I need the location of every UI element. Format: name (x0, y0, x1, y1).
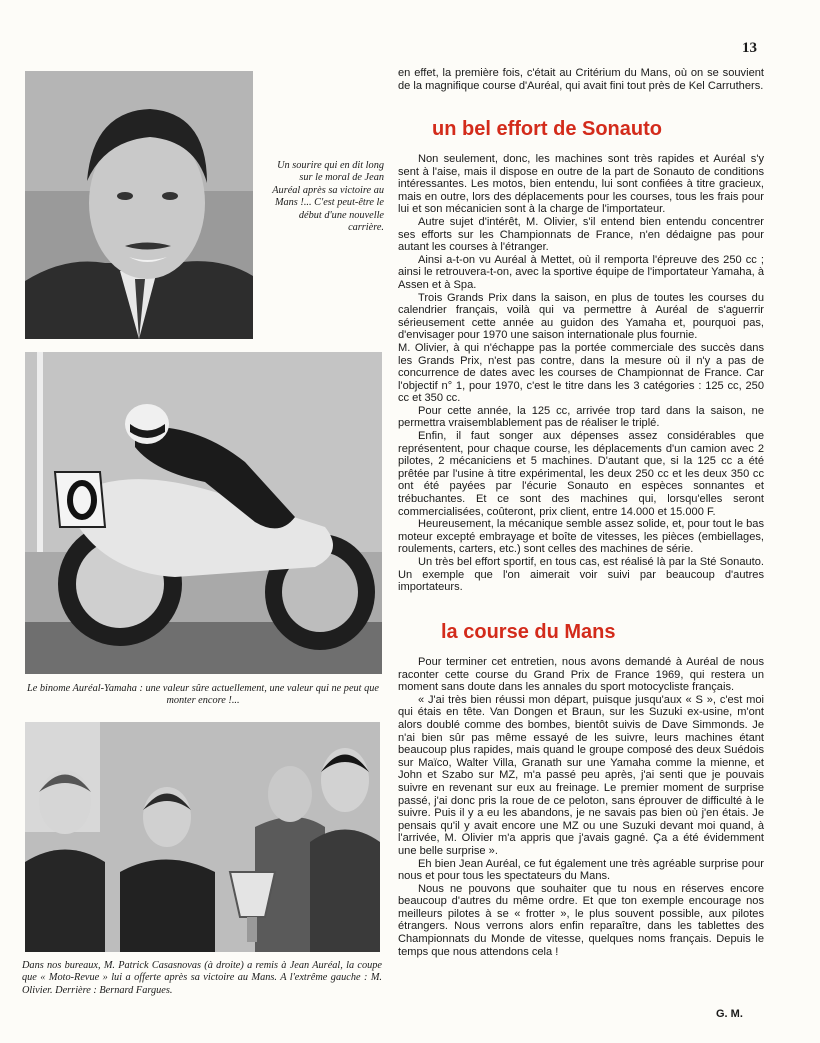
section-body-mans (398, 656, 764, 958)
paragraph: Pour terminer cet entretien, nous avons demandé à Auréal de nous raconter cette course du Grand Prix de France 1969, qui restera un moment sans doute dans les annales du sport motocycliste français. (398, 656, 764, 694)
portrait-photo (25, 71, 253, 339)
paragraph: Enfin, il faut songer aux dépenses assez considérables que représentent, pour chaque course, les déplacements d'un camion avec 2 pilotes, 2 mécaniciens et 5 machines. D'autant que, si la 125 cc a été prêtée par l'usine à titre expérimental, les deux 250 cc et les deux 350 cc ont été payées par l'écurie Sonauto en espèces sonnantes et trébuchantes. Et ce sont des machines qui, lorsqu'elles seront commercialisées, coûteront, prix client, entre 14.000 et 15.000 F. (398, 430, 764, 518)
paragraph: Ainsi a-t-on vu Auréal à Mettet, où il remporta l'épreuve des 250 cc ; ainsi le retrouvera-t-on, avec la sportive équipe de l'importateur Yamaha, à Assen et à Spa. (398, 253, 764, 291)
section-heading-mans: la course du Mans (441, 621, 616, 643)
paragraph: Autre sujet d'intérêt, M. Olivier, s'il entend bien entendu concentrer ses efforts sur les Championnats de France, n'en dédaigne pas pour autant les courses à l'étranger. (398, 215, 764, 254)
portrait-caption: Un sourire qui en dit long sur le moral de Jean Auréal après sa victoire au Mans !... C'est peut-être le début d'une nouvelle carrière. (272, 160, 384, 234)
page-number: 13 (742, 40, 757, 56)
intro-paragraph (398, 67, 764, 92)
race-photo (25, 352, 382, 674)
paragraph: Pour cette année, la 125 cc, arrivée trop tard dans la saison, ne permettra vraisemblablement pas de réaliser le triplé. (398, 404, 764, 430)
paragraph: M. Olivier, à qui n'échappe pas la portée commerciale des succès dans les Grands Prix, n'est pas contre, dans la mesure où il n'y a pas de concurrence de dates avec les courses de Championnat de France. Car l'objectif n° 1, pour 1970, c'est le titre dans les 3 catégories : 125 cc, 250 cc et 350 cc. (398, 341, 764, 405)
award-caption: Dans nos bureaux, M. Patrick Casasnovas (à droite) a remis à Jean Auréal, la coupe que « Moto-Revue » lui a offerte après sa victoire au Mans. A l'extrême gauche : M. Olivier. Derrière : Bernard Fargues. (22, 960, 382, 996)
author-signature: G. M. (716, 1008, 743, 1020)
paragraph: Heureusement, la mécanique semble assez solide, et, pour tout le bas moteur excepté embrayage et boîte de vitesses, les pièces (embiellages, roulements, carters, etc.) sont celles des machines de série. (398, 518, 764, 556)
race-caption: Le binome Auréal-Yamaha : une valeur sûre actuellement, une valeur qui ne peut que monter encore !... (27, 683, 379, 707)
section-body-sonauto (398, 153, 764, 594)
paragraph: Un très bel effort sportif, en tous cas, est réalisé là par la Sté Sonauto. Un exemple que l'on aimerait voir suivi par beaucoup d'autres importateurs. (398, 556, 764, 594)
paragraph: Non seulement, donc, les machines sont très rapides et Auréal s'y sent à l'aise, mais il dispose en outre de la part de Sonauto de conditions intéressantes. Les motos, bien entendu, lui sont confiées à titre gracieux, mais en outre, lors des déplacements pour les courses, tous les frais pour lui et son mécanicien sont à la charge de l'importateur. (398, 153, 764, 216)
paragraph: Trois Grands Prix dans la saison, en plus de toutes les courses du calendrier français, voilà qui va permettre à Auréal de s'aguerrir sérieusement cette année au guidon des Yamaha et, pourquoi pas, d'envisager pour 1970 une saison internationale plus fournie. (398, 291, 764, 342)
paragraph: Nous ne pouvons que souhaiter que tu nous en réserves encore beaucoup d'autres du même ordre. Et que ton exemple encourage nos meilleurs pilotes à se « frotter », le plus souvent possible, aux pilotes étrangers. Nous verrons alors enfin reparaître, dans les tablettes des Championnats du Monde de vitesse, quelques noms français. Depuis le temps que nous attendons cela ! (398, 882, 764, 958)
award-photo (25, 722, 380, 952)
paragraph: « J'ai très bien réussi mon départ, puisque jusqu'aux « S », c'est moi qui étais en tête. Van Dongen et Braun, sur les Suzuki ex-usine, m'ont alors doublé comme des bombes, bientôt suivis de Dave Simmonds. Je n'ai bien sûr pas même essayé de les suivre, leurs machines étant beaucoup plus rapides, mais quand le groupe composé des deux Suédois sur Maïco, Walter Villa, Granath sur une Yamaha comme la mienne, et John et Szabo sur MZ, m'a passé peu après, j'ai senti que je pouvais suivre en revenant sur eux au freinage. Le premier moment de surprise passé, j'ai donc pris la roue de ce peloton, sans éprouver de difficulté à le suivre. Puis il y a eu les abandons, je ne savais pas bien où j'en étais. Je pensais qu'il y avait encore une MZ ou une Suzuki devant moi quand, à l'arrivée, M. Olivier m'a appris que j'avais gagné. Ça a été évidemment une belle surprise ». (398, 693, 764, 857)
paragraph: Eh bien Jean Auréal, ce fut également une très agréable surprise pour nous et pour tous les spectateurs du Mans. (398, 857, 764, 883)
paragraph: en effet, la première fois, c'était au Critérium du Mans, où on se souvient de la magnifique course d'Auréal, qui avait fini tout près de Kel Carruthers. (398, 67, 764, 92)
section-heading-sonauto: un bel effort de Sonauto (432, 118, 662, 140)
